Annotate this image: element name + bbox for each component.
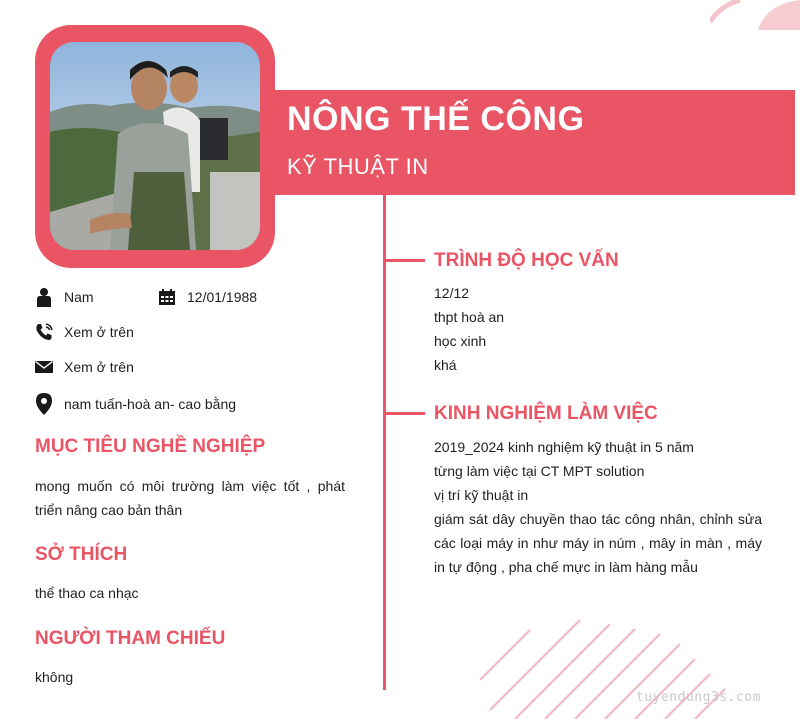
envelope-icon	[34, 357, 54, 377]
address-value: nam tuấn-hoà an- cao bằng	[64, 396, 237, 412]
experience-line: từng làm việc tại CT MPT solution	[434, 463, 645, 479]
experience-line: vị trí kỹ thuật in	[434, 487, 529, 503]
experience-line: 2019_2024 kinh nghiệm kỹ thuật in 5 năm	[434, 439, 694, 455]
objective-text	[35, 474, 345, 522]
phone-value: Xem ở trên	[64, 324, 134, 340]
gender-row	[34, 287, 94, 307]
birth-date-row	[157, 287, 257, 307]
references-title: NGƯỜI THAM CHIẾU	[35, 628, 226, 649]
email-row	[34, 357, 134, 377]
objective-line: triển nâng cao bản thân	[35, 502, 183, 518]
hobbies-text	[35, 581, 139, 605]
person-icon	[34, 287, 54, 307]
map-pin-icon	[34, 392, 54, 416]
experience-line: các loại máy in như máy in núm , mây in màn , máy	[434, 535, 762, 551]
gender-value: Nam	[64, 289, 94, 305]
experience-tick	[383, 412, 425, 415]
hobbies-title: SỞ THÍCH	[35, 544, 128, 565]
hobbies-line: thể thao ca nhạc	[35, 585, 139, 601]
education-line: thpt hoà an	[434, 309, 505, 325]
experience-text	[434, 435, 762, 579]
experience-line: giám sát dây chuyền thao tác công nhân, chỉnh sửa	[434, 511, 762, 527]
objective-title: MỤC TIÊU NGHỀ NGHIỆP	[35, 436, 266, 457]
name-header-band	[275, 90, 795, 195]
birth-date-value: 12/01/1988	[187, 289, 258, 305]
calendar-icon	[157, 287, 177, 307]
job-title: KỸ THUẬT IN	[287, 154, 429, 179]
education-line: khá	[434, 357, 457, 373]
education-text	[434, 281, 504, 377]
full-name: NÔNG THẾ CÔNG	[287, 100, 585, 138]
education-tick	[383, 259, 425, 262]
profile-photo	[50, 42, 260, 250]
email-value: Xem ở trên	[64, 359, 134, 375]
references-text	[35, 665, 73, 689]
timeline-line	[383, 195, 386, 690]
experience-title: KINH NGHIỆM LÀM VIỆC	[434, 403, 658, 424]
objective-line: mong muốn có môi trường làm việc tốt , phát	[35, 478, 345, 494]
decorative-arc-shape	[710, 0, 800, 30]
education-line: học xinh	[434, 333, 487, 349]
references-line: không	[35, 669, 74, 685]
phone-row	[34, 322, 134, 342]
phone-icon	[34, 322, 54, 342]
education-line: 12/12	[434, 285, 470, 301]
experience-line: in tự động , pha chế mực in làm hàng mẫu	[434, 559, 698, 575]
watermark: tuyendung3s.com	[636, 690, 761, 705]
address-row	[34, 392, 236, 416]
education-title: TRÌNH ĐỘ HỌC VẤN	[434, 250, 619, 271]
